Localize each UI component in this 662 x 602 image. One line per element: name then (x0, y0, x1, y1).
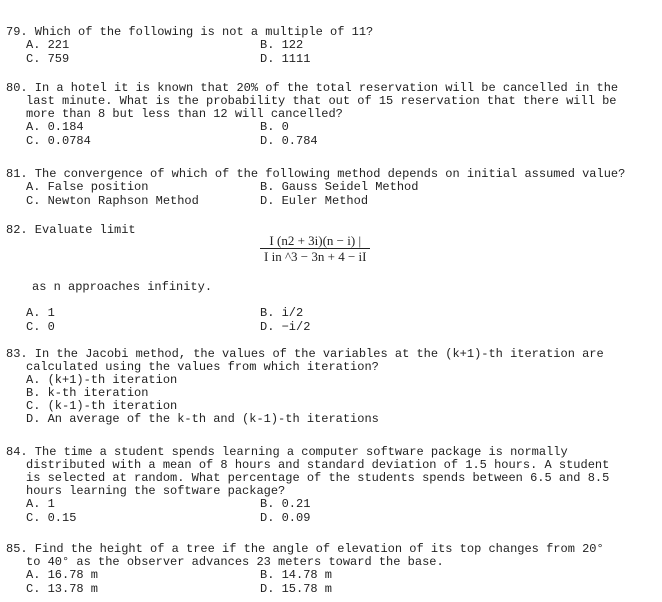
question-84-stem-line-2: distributed with a mean of 8 hours and standard deviation of 1.5 hours. A student (26, 458, 610, 472)
question-81 (6, 168, 656, 209)
question-82-option-d: D. −i/2 (260, 320, 311, 334)
question-83-option-d: D. An average of the k-th and (k-1)-th iterations (26, 412, 379, 426)
question-79-option-d: D. 1111 (260, 52, 311, 66)
limit-denominator: I in ^3 − 3n + 4 − iI (264, 249, 367, 264)
question-83 (6, 348, 656, 426)
question-79 (6, 26, 656, 67)
question-84-option-b: B. 0.21 (260, 497, 311, 511)
question-83-stem-line-2: calculated using the values from which iteration? (26, 360, 379, 374)
question-84 (6, 446, 656, 526)
question-83-stem-line-1: 83. In the Jacobi method, the values of the variables at the (k+1)-th iteration are (6, 347, 604, 361)
question-80-stem-line-2: last minute. What is the probability that out of 15 reservation that there will be (26, 94, 617, 108)
question-85-option-d: D. 15.78 m (260, 582, 333, 596)
question-80-option-a: A. 0.184 (26, 120, 84, 134)
question-82 (6, 224, 656, 340)
limit-numerator: I (n2 + 3i)(n − i) | (269, 233, 362, 248)
question-83-option-a: A. (k+1)-th iteration (26, 373, 178, 387)
question-81-option-d: D. Euler Method (260, 194, 369, 208)
question-85-option-a: A. 16.78 m (26, 568, 99, 582)
question-82-after-text: as n approaches infinity. (32, 280, 213, 294)
question-80-stem-line-1: 80. In a hotel it is known that 20% of the total reservation will be cancelled in the (6, 81, 619, 95)
question-80-option-c: C. 0.0784 (26, 134, 91, 148)
question-79-stem: 79. Which of the following is not a multiple of 11? (6, 25, 374, 39)
question-81-stem: 81. The convergence of which of the following method depends on initial assumed value? (6, 167, 626, 181)
question-83-option-c: C. (k-1)-th iteration (26, 399, 178, 413)
question-82-option-b: B. i/2 (260, 306, 304, 320)
question-84-stem-line-1: 84. The time a student spends learning a computer software package is normally (6, 445, 568, 459)
question-84-stem-line-3: is selected at random. What percentage of the students spends between 6.5 and 8.5 (26, 471, 610, 485)
question-80 (6, 82, 656, 149)
question-84-option-d: D. 0.09 (260, 511, 311, 525)
question-85-option-b: B. 14.78 m (260, 568, 333, 582)
question-79-option-b: B. 122 (260, 38, 304, 52)
question-82-stem: 82. Evaluate limit (6, 223, 136, 237)
question-85-option-c: C. 13.78 m (26, 582, 99, 596)
question-79-option-a: A. 221 (26, 38, 70, 52)
question-81-option-a: A. False position (26, 180, 149, 194)
question-85 (6, 543, 656, 597)
question-82-option-a: A. 1 (26, 306, 55, 320)
question-79-option-c: C. 759 (26, 52, 70, 66)
question-84-option-a: A. 1 (26, 497, 55, 511)
question-85-stem-line-2: to 40° as the observer advances 23 meters toward the base. (26, 555, 444, 569)
question-84-stem-line-4: hours learning the software package? (26, 484, 286, 498)
question-80-option-d: D. 0.784 (260, 134, 318, 148)
question-80-option-b: B. 0 (260, 120, 289, 134)
question-85-stem-line-1: 85. Find the height of a tree if the angle of elevation of its top changes from 20° (6, 542, 604, 556)
question-81-option-b: B. Gauss Seidel Method (260, 180, 419, 194)
question-84-option-c: C. 0.15 (26, 511, 77, 525)
question-83-option-b: B. k-th iteration (26, 386, 149, 400)
limit-expression (260, 234, 370, 263)
question-81-option-c: C. Newton Raphson Method (26, 194, 199, 208)
question-82-option-c: C. 0 (26, 320, 55, 334)
question-80-stem-line-3: more than 8 but less than 12 will cancelled? (26, 107, 343, 121)
